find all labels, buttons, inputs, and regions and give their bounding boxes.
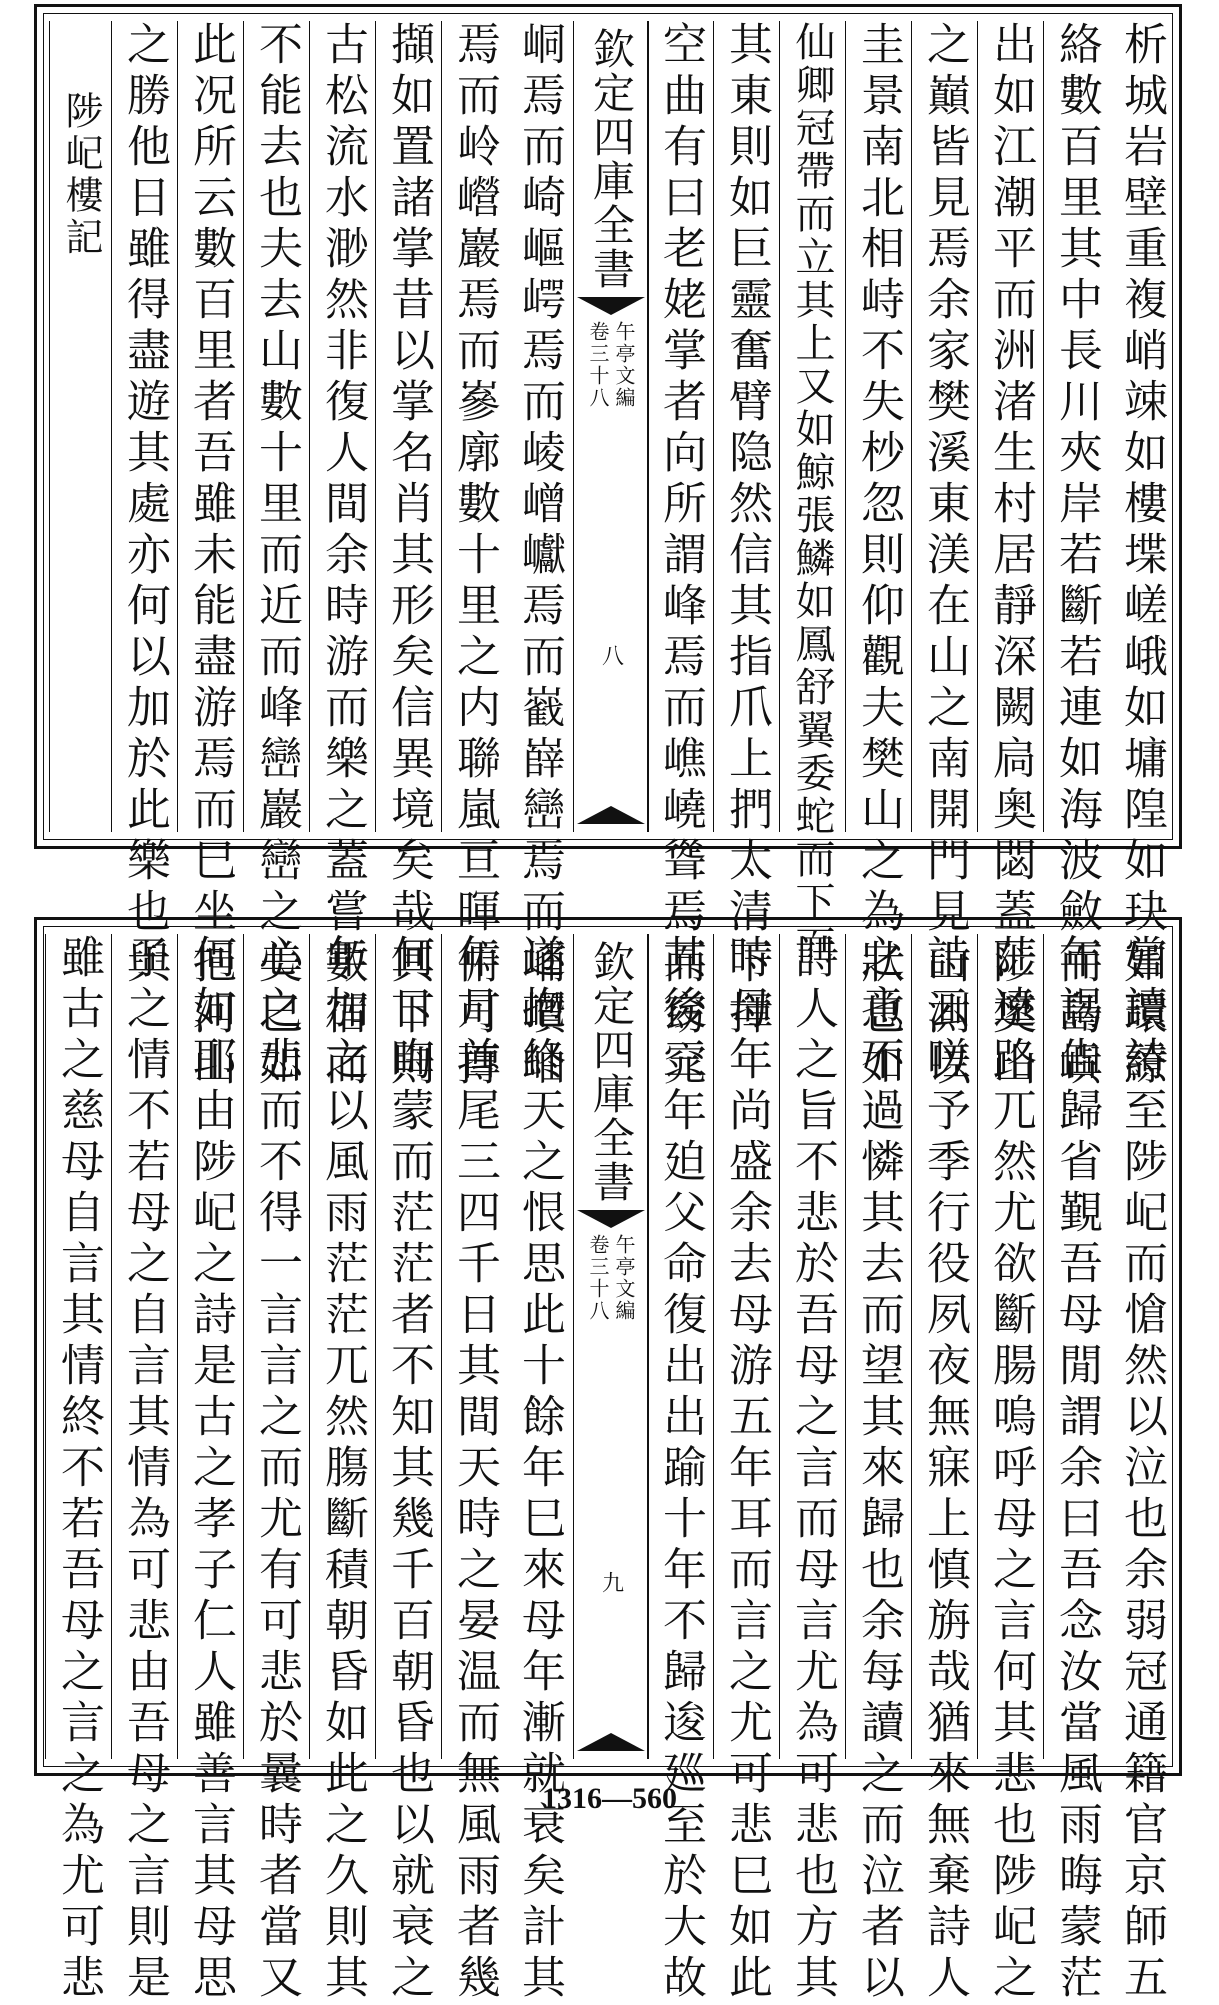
- text-column: 雖古之慈母自言其情終不若吾母之言之為尤可悲: [45, 934, 110, 1759]
- text-column: 峒焉而崎嶇崿焉而崚嶒巘焉而巀嶭巒焉而峬巑岫: [514, 21, 565, 1092]
- text-column: 其後三年廹父命復出出踰十年不歸逡廵至於大故: [647, 934, 712, 1759]
- text-column: 出如江潮平而洲渚生村居靜深闕扃奥閟蓋陟樊山: [977, 21, 1042, 832]
- text-column: 年謁告歸省覲吾母閒謂余曰吾念汝當風雨晦蒙茫: [1043, 934, 1108, 1759]
- center-margin: [573, 21, 649, 832]
- text-column: 遂抱終天之恨思此十餘年巳來母年漸就衰矣計其: [514, 934, 565, 2005]
- text-column: 絡數百里其中長川夾岸若斷若連如海波斂而島嶼: [1043, 21, 1108, 832]
- text-column: 古松流水渺然非復人間余時游而樂之蓋嘗數宿而: [309, 21, 374, 832]
- text-column: 年月首尾三四千日其間天時之晏温而無風雨者幾: [441, 934, 506, 1759]
- text-column: 詩人之旨不悲於吾母之言而母言尤為可悲也方其: [779, 934, 844, 1759]
- essay-title: 陟屺樓記: [49, 21, 112, 832]
- text-column: 此况所云數百里者吾雖未能盡游焉而巳坐挹河山: [177, 21, 242, 832]
- text-column: 擷如置諸掌昔以掌名肖其形矣信異境矣哉其下則: [375, 21, 440, 832]
- fish-tail-mark: [577, 297, 645, 315]
- library-title: 欽定四庫全書: [587, 940, 636, 1204]
- text-column: 焉而岭巆巖焉而嵾廓數十里之内聯嵐亘暉俯可摶: [441, 21, 506, 832]
- text-column: 析城岩壁重複峭竦如樓堞嵯峨如墉隍如玦如環繚: [1116, 21, 1167, 1092]
- text-column: 之巔皆見焉余家樊溪東渼在山之南開門見山測以: [911, 21, 976, 832]
- text-column: 空曲有曰老姥掌者向所謂峰焉而嶕嶢聳焉而窈窕: [647, 21, 712, 832]
- text-column: 何日晦蒙而茫茫者不知其幾千百朝昏也以就衰之: [375, 934, 440, 1759]
- text-column: 詩云嗟予季行役夙夜無寐上慎旃哉猶來無棄詩人: [911, 934, 976, 1759]
- text-column: 不能去也夫去山數十里而近而峰巒巖巒之美巳如: [243, 21, 308, 832]
- center-margin: [573, 934, 649, 1759]
- text-column: 時母年尚盛余去母游五年耳而言之尤可悲巳如此: [713, 934, 778, 1759]
- volume-label: 午亭文編 卷三十八: [586, 321, 636, 409]
- text-column: 之意不過憐其去而望其來歸也余每讀之而泣者以: [845, 934, 910, 1759]
- text-column: 心之悲而不得一言言之而尤有可悲於曩時者當又: [243, 934, 308, 1759]
- library-title: 欽定四庫全書: [587, 27, 636, 291]
- text-column: 仙卿冠帶而立其上又如鯨張鱗如鳳舒翼委蛇而下而: [779, 21, 844, 832]
- page-footer-number: 1316—560: [542, 1782, 677, 1815]
- page-number: 九: [598, 1571, 624, 1593]
- text-column: 圭景南北相峙不失杪忽則仰觀夫樊山之為狀也如: [845, 21, 910, 832]
- page-number: 八: [598, 644, 624, 666]
- fish-tail-mark: [577, 806, 645, 824]
- volume-label: 午亭文編 卷三十八: [586, 1234, 636, 1322]
- fish-tail-mark: [577, 1733, 645, 1751]
- fish-tail-mark: [577, 1210, 645, 1228]
- page-panel-top: [34, 4, 1182, 1092]
- text-column: 嘗讀詩至陟屺而愴然以泣也余弱冠通籍官京師五: [1116, 934, 1167, 2005]
- text-column: 茫遠路兀然尤欲斷腸嗚呼母之言何其悲也陟屺之: [977, 934, 1042, 1759]
- text-column: 何如耶由陟屺之詩是古之孝子仁人雖善言其母思: [177, 934, 242, 1759]
- text-column: 之勝他日雖得盡遊其處亦何以加於此樂也與: [111, 21, 176, 832]
- text-column: 子之情不若母之自言其情為可悲由吾母之言則是: [111, 934, 176, 1759]
- text-column: 年加之以風雨茫茫兀然膓斷積朝昏如此之久則其: [309, 934, 374, 1759]
- text-column: 其東則如巨靈奮臂隐然信其指爪上捫太清下揮: [713, 21, 778, 832]
